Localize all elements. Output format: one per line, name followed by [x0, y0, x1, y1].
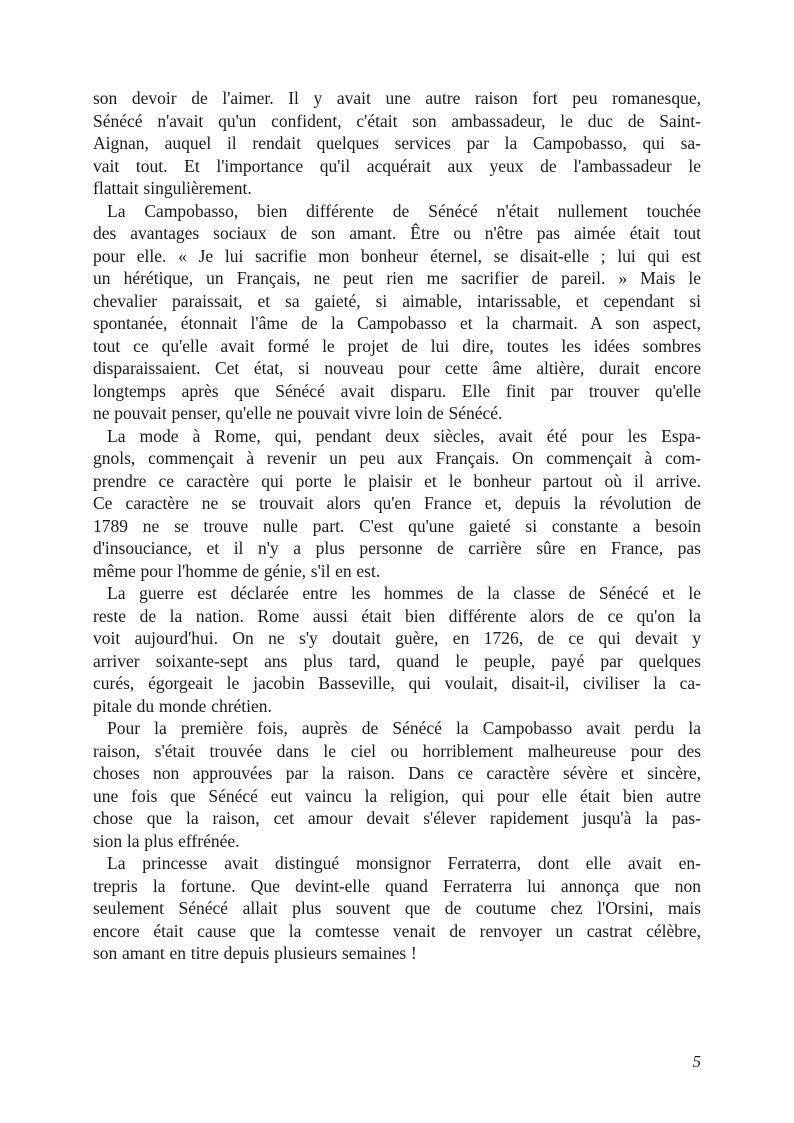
- text-line: longtemps après que Sénécé avait disparu. Elle finit par trouver qu'elle: [93, 380, 701, 401]
- text-line: seulement Sénécé allait plus souvent que de coutume chez l'Orsini, mais: [93, 898, 701, 918]
- text-line: chose que la raison, cet amour devait s'élever rapidement jusqu'à la pas-: [93, 808, 701, 828]
- text-line: arriver soixante-sept ans plus tard, quand le peuple, payé par quelques: [93, 650, 701, 671]
- text-line: raison, s'était trouvée dans le ciel ou horriblement malheureuse pour des: [93, 740, 701, 761]
- text-line: chevalier paraissait, et sa gaieté, si aimable, intarissable, et cependant si: [93, 290, 701, 311]
- text-line: une fois que Sénécé eut vaincu la religion, qui pour elle était bien autre: [93, 785, 701, 806]
- text-line: La mode à Rome, qui, pendant deux siècles, avait été pour les Espa-: [107, 425, 701, 446]
- text-line: Sénécé n'avait qu'un confident, c'était son ambassadeur, le duc de Saint-: [93, 110, 701, 131]
- text-line: son amant en titre depuis plusieurs semaines !: [93, 943, 417, 963]
- text-line: Ce caractère ne se trouvait alors qu'en France et, depuis la révolution de: [93, 493, 701, 513]
- text-line: d'insouciance, et il n'y a plus personne de carrière sûre en France, pas: [93, 538, 701, 558]
- text-line: même pour l'homme de génie, s'il en est.: [93, 560, 381, 581]
- text-line: reste de la nation. Rome aussi était bien différente alors de ce qu'on la: [93, 605, 701, 626]
- text-line: 1789 ne se trouve nulle part. C'est qu'une gaieté si constante a besoin: [93, 515, 701, 536]
- text-line: un hérétique, un Français, ne peut rien me sacrifier de pareil. » Mais le: [93, 268, 701, 288]
- text-line: ne pouvait penser, qu'elle ne pouvait vivre loin de Sénécé.: [93, 403, 503, 423]
- text-line: tout ce qu'elle avait formé le projet de lui dire, toutes les idées sombres: [93, 335, 701, 356]
- text-line: La princesse avait distingué monsignor Ferraterra, dont elle avait en-: [107, 853, 701, 873]
- paragraph: [93, 582, 701, 717]
- text-block: [93, 87, 701, 965]
- text-line: voit aujourd'hui. On ne s'y doutait guère, en 1726, de ce qui devait y: [93, 628, 701, 648]
- text-line: pitale du monde chrétien.: [93, 695, 272, 716]
- text-line: Aignan, auquel il rendait quelques services par la Campobasso, qui sa-: [93, 133, 701, 153]
- text-line: Pour la première fois, auprès de Sénécé la Campobasso avait perdu la: [107, 718, 701, 738]
- text-line: prendre ce caractère qui porte le plaisir et le bonheur partout où il arrive.: [93, 470, 701, 491]
- text-line: gnols, commençait à revenir un peu aux Français. On commençait à com-: [93, 448, 701, 468]
- text-line: choses non approuvées par la raison. Dans ce caractère sévère et sincère,: [93, 763, 701, 783]
- text-line: trepris la fortune. Que devint-elle quand Ferraterra lui annonça que non: [93, 875, 701, 896]
- paragraph: [93, 852, 701, 965]
- text-line: disparaissaient. Cet état, si nouveau pour cette âme altière, durait encore: [93, 358, 701, 378]
- paragraph: [93, 200, 701, 425]
- text-line: vait tout. Et l'importance qu'il acquérait aux yeux de l'ambassadeur le: [93, 155, 701, 176]
- text-line: des avantages sociaux de son amant. Être ou n'être pas aimée était tout: [93, 223, 701, 243]
- text-line: flattait singulièrement.: [93, 178, 252, 198]
- text-line: La guerre est déclarée entre les hommes de la classe de Sénécé et le: [107, 583, 701, 603]
- text-line: encore était cause que la comtesse venait de renvoyer un castrat célèbre,: [93, 920, 701, 941]
- text-line: son devoir de l'aimer. Il y avait une autre raison fort peu romanesque,: [93, 88, 701, 108]
- page-number: 5: [692, 1052, 701, 1071]
- text-line: sion la plus effrénée.: [93, 830, 240, 851]
- text-line: spontanée, étonnait l'âme de la Campobasso et la charmait. A son aspect,: [93, 313, 701, 333]
- paragraph: [93, 87, 701, 200]
- text-line: pour elle. « Je lui sacrifie mon bonheur éternel, se disait-elle ; lui qui est: [93, 245, 701, 266]
- text-line: La Campobasso, bien différente de Sénécé n'était nullement touchée: [107, 200, 701, 221]
- text-line: curés, égorgeait le jacobin Basseville, qui voulait, disait-il, civiliser la ca-: [93, 673, 701, 693]
- paragraph: [93, 425, 701, 583]
- paragraph: [93, 717, 701, 852]
